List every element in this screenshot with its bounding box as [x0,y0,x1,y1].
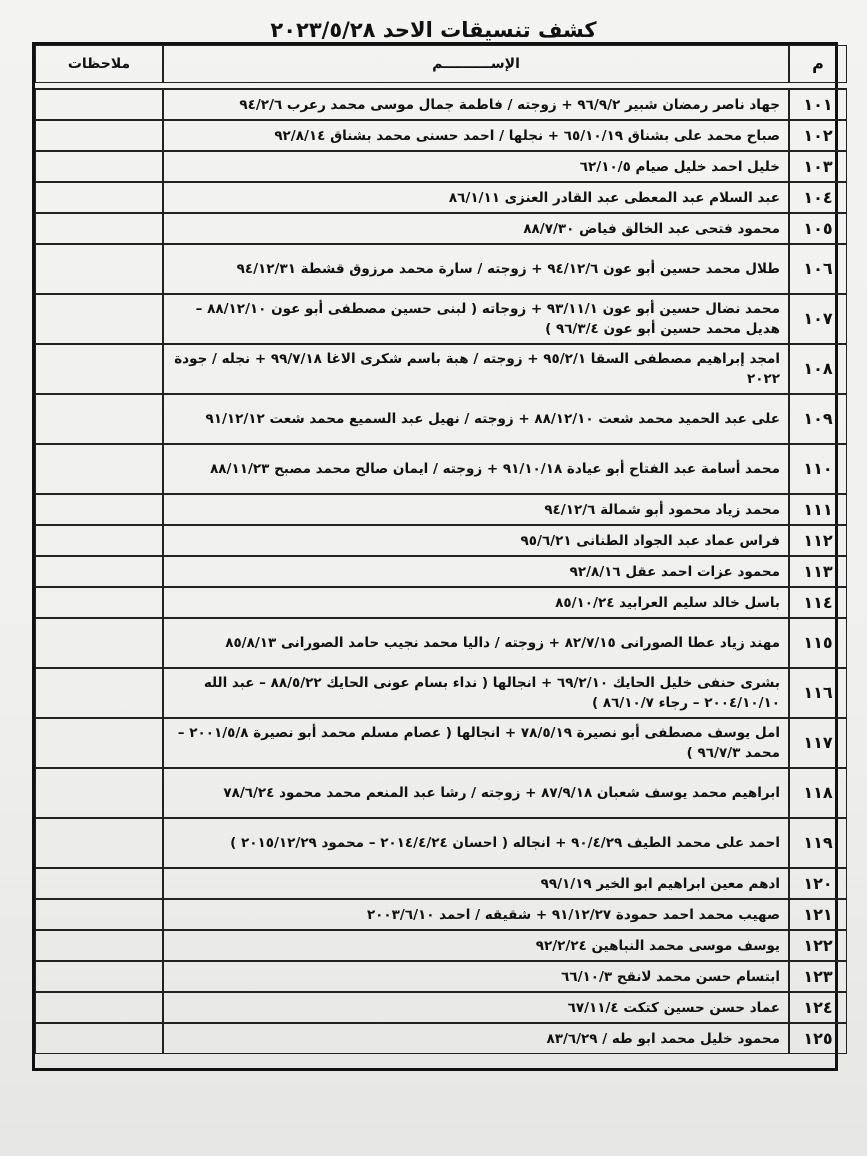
row-name: على عبد الحميد محمد شعت ٨٨/١٢/١٠ + زوجته / نهيل عبد السميع محمد شعت ٩١/١٢/١٢ [163,394,789,444]
row-number: ١٠٩ [789,394,847,444]
row-number: ١١٨ [789,768,847,818]
row-name: محمد نضال حسين أبو عون ٩٣/١١/١ + زوجاته ( لبنى حسين مصطفى أبو عون ٨٨/١٢/١٠ – هديل محمد حسين أبو عون ٩٦/٣/٤ ) [163,294,789,344]
row-name: جهاد ناصر رمضان شبير ٩٦/٩/٢ + زوجته / فاطمة جمال موسى محمد رعرب ٩٤/٢/٦ [163,89,789,120]
row-notes [35,244,163,294]
row-notes [35,494,163,525]
row-number: ١١٣ [789,556,847,587]
row-name: صباح محمد على بشناق ٦٥/١٠/١٩ + نجلها / احمد حسنى محمد بشناق ٩٢/٨/١٤ [163,120,789,151]
row-name: يوسف موسى محمد النباهين ٩٢/٢/٢٤ [163,930,789,961]
row-name: عماد حسن حسين كتكت ٦٧/١١/٤ [163,992,789,1023]
row-number: ١١٢ [789,525,847,556]
row-name: محمد زياد محمود أبو شمالة ٩٤/١٢/٦ [163,494,789,525]
table-row [35,868,847,899]
row-number: ١٠٢ [789,120,847,151]
row-notes [35,294,163,344]
row-name: باسل خالد سليم العرابيد ٨٥/١٠/٢٤ [163,587,789,618]
row-number: ١٢١ [789,899,847,930]
row-notes [35,668,163,718]
table-row [35,394,847,444]
row-name: ابتسام حسن محمد لانقح ٦٦/١٠/٣ [163,961,789,992]
table-row [35,768,847,818]
row-name: ابراهيم محمد يوسف شعبان ٨٧/٩/١٨ + زوجته / رشا عبد المنعم محمد محمود ٧٨/٦/٢٤ [163,768,789,818]
row-number: ١١٩ [789,818,847,868]
row-notes [35,394,163,444]
row-number: ١١٤ [789,587,847,618]
row-notes [35,718,163,768]
table-row [35,244,847,294]
row-notes [35,818,163,868]
row-number: ١٢٥ [789,1023,847,1054]
row-notes [35,1023,163,1054]
row-notes [35,618,163,668]
table-row [35,120,847,151]
page-title: كشف تنسيقات الاحد ٢٠٢٣/٥/٢٨ [270,18,597,42]
row-notes [35,120,163,151]
table-row [35,992,847,1023]
table-row [35,718,847,768]
row-number: ١٢٠ [789,868,847,899]
row-name: طلال محمد حسين أبو عون ٩٤/١٢/٦ + زوجته / سارة محمد مرزوق قشطة ٩٤/١٢/٣١ [163,244,789,294]
row-notes [35,344,163,394]
table-row [35,182,847,213]
row-name: بشرى حنفى خليل الحايك ٦٩/٢/١٠ + انجالها ( نداء بسام عونى الحايك ٨٨/٥/٢٢ – عبد الله ٢٠٠٤/١٠/١٠ – رجاء ٨٦/١٠/٧ ) [163,668,789,718]
row-notes [35,444,163,494]
table-row [35,344,847,394]
row-number: ١٠١ [789,89,847,120]
row-number: ١٠٨ [789,344,847,394]
table-row [35,618,847,668]
row-number: ١١٧ [789,718,847,768]
table-row [35,961,847,992]
row-number: ١٢٢ [789,930,847,961]
row-name: امجد إبراهيم مصطفى السقا ٩٥/٢/١ + زوجته / هبة باسم شكرى الاغا ٩٩/٧/١٨ + نجله / جودة ٢٠٢٢ [163,344,789,394]
row-name: فراس عماد عبد الجواد الطنانى ٩٥/٦/٢١ [163,525,789,556]
table-header-row [35,45,847,83]
row-number: ١٠٧ [789,294,847,344]
row-notes [35,587,163,618]
row-number: ١١٠ [789,444,847,494]
row-name: احمد على محمد الطيف ٩٠/٤/٢٩ + انجاله ( احسان ٢٠١٤/٤/٢٤ – محمود ٢٠١٥/١٢/٢٩ ) [163,818,789,868]
row-notes [35,89,163,120]
table-row [35,525,847,556]
table-row [35,668,847,718]
row-notes [35,525,163,556]
row-number: ١٠٦ [789,244,847,294]
table-row [35,818,847,868]
header-num: م [789,45,847,83]
row-notes [35,992,163,1023]
row-notes [35,899,163,930]
row-name: محمد أسامة عبد الفتاح أبو عيادة ٩١/١٠/١٨ + زوجته / ايمان صالح محمد مصبح ٨٨/١١/٢٣ [163,444,789,494]
row-notes [35,182,163,213]
row-notes [35,151,163,182]
table-row [35,930,847,961]
table-row [35,556,847,587]
table-row [35,1023,847,1054]
row-number: ١٠٣ [789,151,847,182]
row-notes [35,961,163,992]
table-row [35,213,847,244]
row-name: ادهم معين ابراهيم ابو الخير ٩٩/١/١٩ [163,868,789,899]
table-row [35,899,847,930]
row-name: امل يوسف مصطفى أبو نصيرة ٧٨/٥/١٩ + انجالها ( عصام مسلم محمد أبو نصيرة ٢٠٠١/٥/٨ – محمد ٩٦/٧/٣ ) [163,718,789,768]
row-name: محمود فتحى عبد الخالق فياض ٨٨/٧/٣٠ [163,213,789,244]
row-name: محمود عزات احمد عقل ٩٢/٨/١٦ [163,556,789,587]
row-number: ١٠٥ [789,213,847,244]
row-number: ١٠٤ [789,182,847,213]
row-name: مهند زياد عطا الصورانى ٨٢/٧/١٥ + زوجته / داليا محمد نجيب حامد الصورانى ٨٥/٨/١٣ [163,618,789,668]
row-notes [35,930,163,961]
row-number: ١١٦ [789,668,847,718]
row-notes [35,868,163,899]
table-row [35,587,847,618]
row-notes [35,556,163,587]
header-notes: ملاحظات [35,45,163,83]
header-name: الإســــــــــم [163,45,789,83]
table-row [35,494,847,525]
row-name: خليل احمد خليل صيام ٦٢/١٠/٥ [163,151,789,182]
row-number: ١١١ [789,494,847,525]
table-row [35,294,847,344]
row-number: ١١٥ [789,618,847,668]
row-notes [35,768,163,818]
row-number: ١٢٣ [789,961,847,992]
row-name: عبد السلام عبد المعطى عبد القادر العنزى ٨٦/١/١١ [163,182,789,213]
row-number: ١٢٤ [789,992,847,1023]
row-name: صهيب محمد احمد حمودة ٩١/١٢/٢٧ + شقيقه / احمد ٢٠٠٣/٦/١٠ [163,899,789,930]
table-row [35,89,847,120]
row-notes [35,213,163,244]
row-name: محمود خليل محمد ابو طه / ٨٣/٦/٢٩ [163,1023,789,1054]
names-table [35,45,847,1054]
coordination-table [32,42,838,1071]
table-row [35,151,847,182]
table-row [35,444,847,494]
